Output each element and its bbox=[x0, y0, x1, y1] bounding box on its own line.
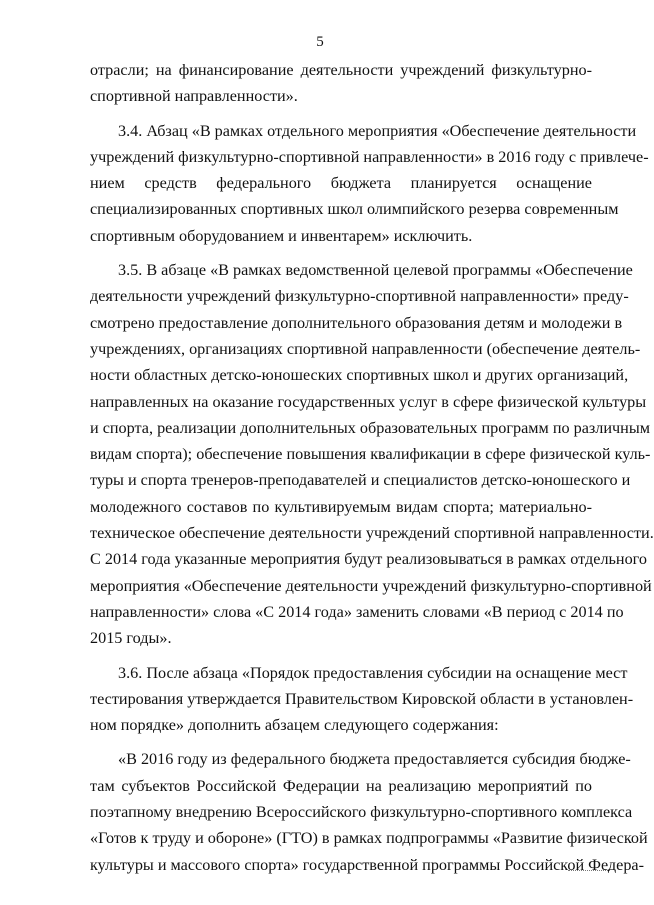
text-line: поэтапному внедрению Всероссийского физкультурно-спортивного комплекса bbox=[90, 803, 633, 822]
text-line: учреждениях, организациях спортивной направленности (обеспечение деятель- bbox=[90, 339, 641, 358]
text-line: «Готов к труду и обороне» (ГТО) в рамках подпрограммы «Развитие физической bbox=[90, 829, 648, 848]
text-line: 3.6. После абзаца «Порядок предоставления субсидии на оснащение мест bbox=[118, 663, 628, 682]
text-line: туры и спорта тренеров-преподавателей и специалистов детско-юношеского и bbox=[90, 471, 631, 490]
page-number: 5 bbox=[316, 34, 324, 50]
text-line: ности областных детско-юношеских спортивных школ и других организаций, bbox=[90, 366, 629, 385]
text-line: «В 2016 году из федерального бюджета предоставляется субсидия бюдже- bbox=[118, 750, 631, 769]
text-line: техническое обеспечение деятельности учреждений спортивной направленности. bbox=[90, 524, 654, 543]
text-line: тестирования утверждается Правительством Кировской области в установлен- bbox=[90, 689, 634, 708]
text-line: ном порядке» дополнить абзацем следующего содержания: bbox=[90, 716, 499, 735]
text-line: смотрено предоставление дополнительного образования детям и молодежи в bbox=[90, 313, 623, 332]
paragraph-continuation bbox=[90, 57, 592, 110]
text-line: отрасли; на финансирование деятельности учреждений физкультурно- bbox=[90, 61, 592, 79]
paragraph-quote bbox=[90, 746, 648, 877]
text-line: 2015 годы». bbox=[90, 629, 172, 648]
text-line: 3.5. В абзаце «В рамках ведомственной целевой программы «Обеспечение bbox=[118, 261, 633, 280]
text-line: молодежного составов по культивируемым видам спорта; материально- bbox=[90, 497, 592, 516]
paragraph-3-5 bbox=[90, 257, 654, 651]
text-line: направленных на оказание государственных услуг в сфере физической культуры bbox=[90, 392, 647, 411]
text-line: видам спорта); обеспечение повышения квалификации в сфере физической куль- bbox=[90, 445, 651, 464]
text-line: 3.4. Абзац «В рамках отдельного мероприятия «Обеспечение деятельности bbox=[118, 121, 637, 140]
text-line: направленности» слова «С 2014 года» заменить словами «В период с 2014 по bbox=[90, 602, 624, 621]
text-line: мероприятия «Обеспечение деятельности учреждений физкультурно-спортивной bbox=[90, 576, 652, 595]
text-line: спортивным оборудованием и инвентарем» исключить. bbox=[90, 226, 473, 245]
text-line: культуры и массового спорта» государственной программы Российской Федера- bbox=[90, 855, 645, 874]
text-line: спортивной направленности». bbox=[90, 87, 298, 106]
text-line: нием средств федерального бюджета планируется оснащение bbox=[90, 174, 592, 193]
text-line: там субъектов Российской Федерации на реализацию мероприятий по bbox=[90, 776, 592, 795]
footer-mark bbox=[568, 870, 610, 871]
text-line: деятельности учреждений физкультурно-спортивной направленности» преду- bbox=[90, 287, 629, 306]
text-line: С 2014 года указанные мероприятия будут реализовываться в рамках отдельного bbox=[90, 550, 648, 569]
paragraph-3-6 bbox=[90, 660, 634, 739]
text-line: учреждений физкультурно-спортивной направленности» в 2016 году с привлече- bbox=[90, 147, 649, 166]
paragraph-3-4 bbox=[90, 118, 649, 249]
text-line: и спорта, реализации дополнительных образовательных программ по различным bbox=[90, 418, 650, 437]
text-line: специализированных спортивных школ олимпийского резерва современным bbox=[90, 200, 619, 219]
document-body bbox=[90, 57, 654, 878]
